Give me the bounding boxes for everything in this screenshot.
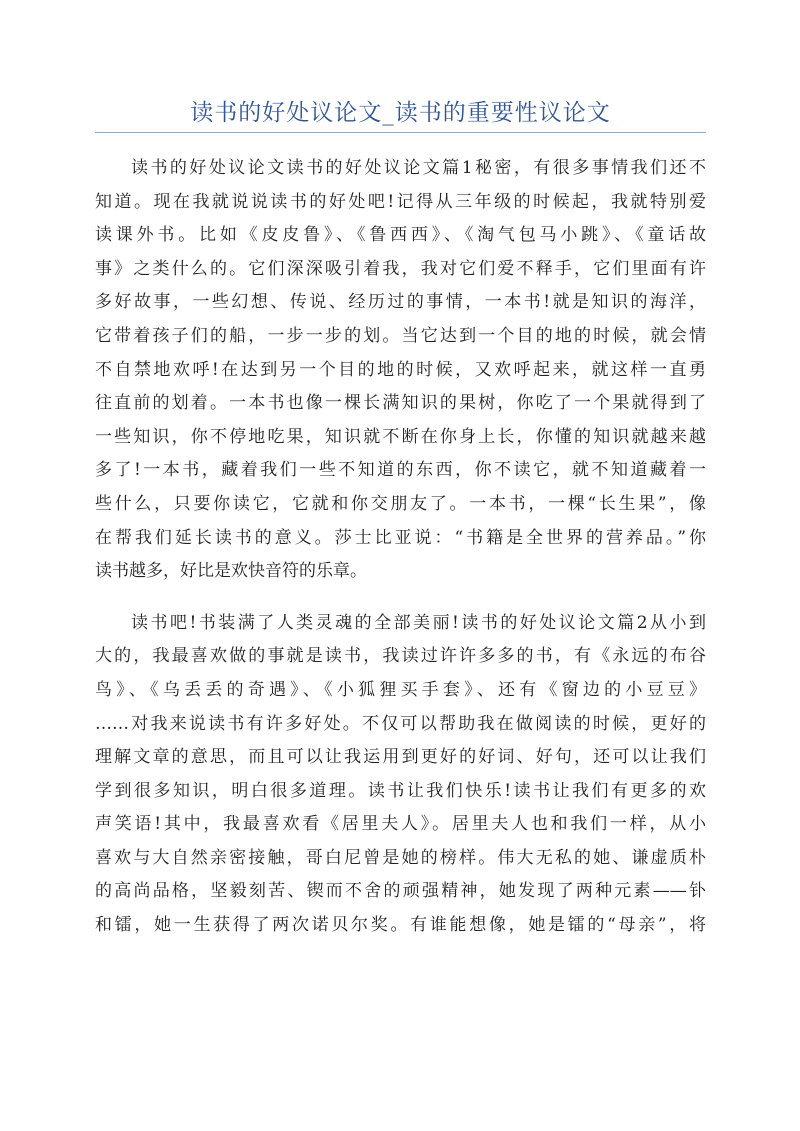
paragraph-2 [95,607,706,943]
paragraph-line: 些什么，只要你读它，它就和你交朋友了。一本书，一棵“长生果”，像 [95,493,706,514]
paragraph-line: 知道。现在我就说说读书的好处吧!记得从三年级的时候起，我就特别爱 [95,191,706,212]
document-title: 读书的好处议论文_读书的重要性议论文 [190,100,611,126]
paragraph-line: 不自禁地欢呼!在达到另一个目的地的时候，又欢呼起来，就这样一直勇 [95,359,706,380]
paragraph-line: 事》之类什么的。它们深深吸引着我，我对它们爱不释手，它们里面有许 [95,258,706,279]
paragraph-line: 读课外书。比如《皮皮鲁》、《鲁西西》、《淘气包马小跳》、《童话故 [95,225,706,246]
paragraph-line: 一些知识，你不停地吃果，知识就不断在你身上长，你懂的知识就越来越 [95,426,706,447]
paragraph-line: 大的，我最喜欢做的事就是读书，我读过许许多多的书，有《永远的布谷 [95,646,706,667]
paragraph-line: 声笑语!其中，我最喜欢看《居里夫人》。居里夫人也和我们一样，从小 [95,814,706,835]
paragraph-1 [95,152,706,589]
document-body [95,152,706,961]
paragraph-line: 理解文章的意思，而且可以让我运用到更好的好词、好句，还可以让我们 [95,747,706,768]
paragraph-line: 它带着孩子们的船，一步一步的划。当它达到一个目的地的时候，就会情 [95,325,706,346]
paragraph-line: 读书吧!书装满了人类灵魂的全部美丽!读书的好处议论文篇2从小到 [131,612,706,633]
paragraph-line: 多了!一本书，藏着我们一些不知道的东西，你不读它，就不知道藏着一 [95,460,706,481]
paragraph-line: 读书的好处议论文读书的好处议论文篇1秘密，有很多事情我们还不 [131,158,706,178]
paragraph-line: 学到很多知识，明白很多道理。读书让我们快乐!读书让我们有更多的欢 [95,780,706,801]
paragraph-line: 往直前的划着。一本书也像一棵长满知识的果树，你吃了一个果就得到了 [95,393,706,414]
paragraph-line: 读书越多，好比是欢快音符的乐章。 [95,561,367,582]
title-underline [95,132,706,133]
paragraph-line: ……对我来说读书有许多好处。不仅可以帮助我在做阅读的时候，更好的 [95,713,706,734]
paragraph-line: 喜欢与大自然亲密接触，哥白尼曾是她的榜样。伟大无私的她、谦虚质朴 [95,847,706,868]
paragraph-line: 的高尚品格，坚毅刻苦、锲而不舍的顽强精神，她发现了两种元素——钋 [95,881,706,902]
paragraph-line: 多好故事，一些幻想、传说、经历过的事情，一本书!就是知识的海洋， [95,292,706,313]
paragraph-line: 和镭，她一生获得了两次诺贝尔奖。有谁能想像，她是镭的“母亲”，将 [95,915,706,936]
paragraph-line: 在帮我们延长读书的意义。莎士比亚说：“书籍是全世界的营养品。”你 [95,527,706,548]
paragraph-line: 鸟》、《乌丢丢的奇遇》、《小狐狸买手套》、还有《窗边的小豆豆》 [95,679,706,700]
